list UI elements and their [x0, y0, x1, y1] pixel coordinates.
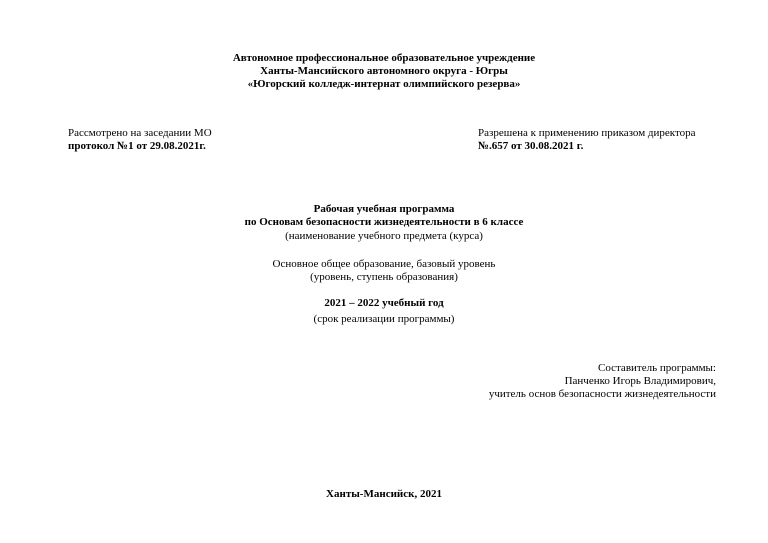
- program-level: Основное общее образование, базовый уровень: [272, 258, 496, 270]
- institution-name-line-2: Ханты-Мансийского автономного округа - Югры: [260, 65, 508, 77]
- approval-note: Разрешена к применению приказом директора: [478, 127, 696, 139]
- author-label: Составитель программы:: [598, 362, 716, 374]
- author-name: Панченко Игорь Владимирович,: [564, 375, 716, 387]
- institution-name-line-1: Автономное профессиональное образовательное учреждение: [232, 52, 536, 64]
- footer-place-year: Ханты-Мансийск, 2021: [326, 488, 442, 500]
- program-subject: по Основам безопасности жизнедеятельности в 6 классе: [244, 216, 524, 228]
- institution-name-line-3: «Югорский колледж-интернат олимпийского резерва»: [247, 78, 521, 90]
- approval-order: №.657 от 30.08.2021 г.: [478, 140, 584, 152]
- program-year: 2021 – 2022 учебный год: [324, 297, 444, 309]
- program-title: Рабочая учебная программа: [313, 203, 455, 215]
- program-year-caption: (срок реализации программы): [313, 313, 455, 325]
- program-subject-caption: (наименование учебного предмета (курса): [285, 230, 483, 242]
- program-level-caption: (уровень, ступень образования): [310, 271, 458, 283]
- review-note: Рассмотрено на заседании МО: [68, 127, 212, 139]
- author-position: учитель основ безопасности жизнедеятельности: [488, 388, 716, 400]
- review-protocol: протокол №1 от 29.08.2021г.: [68, 140, 206, 152]
